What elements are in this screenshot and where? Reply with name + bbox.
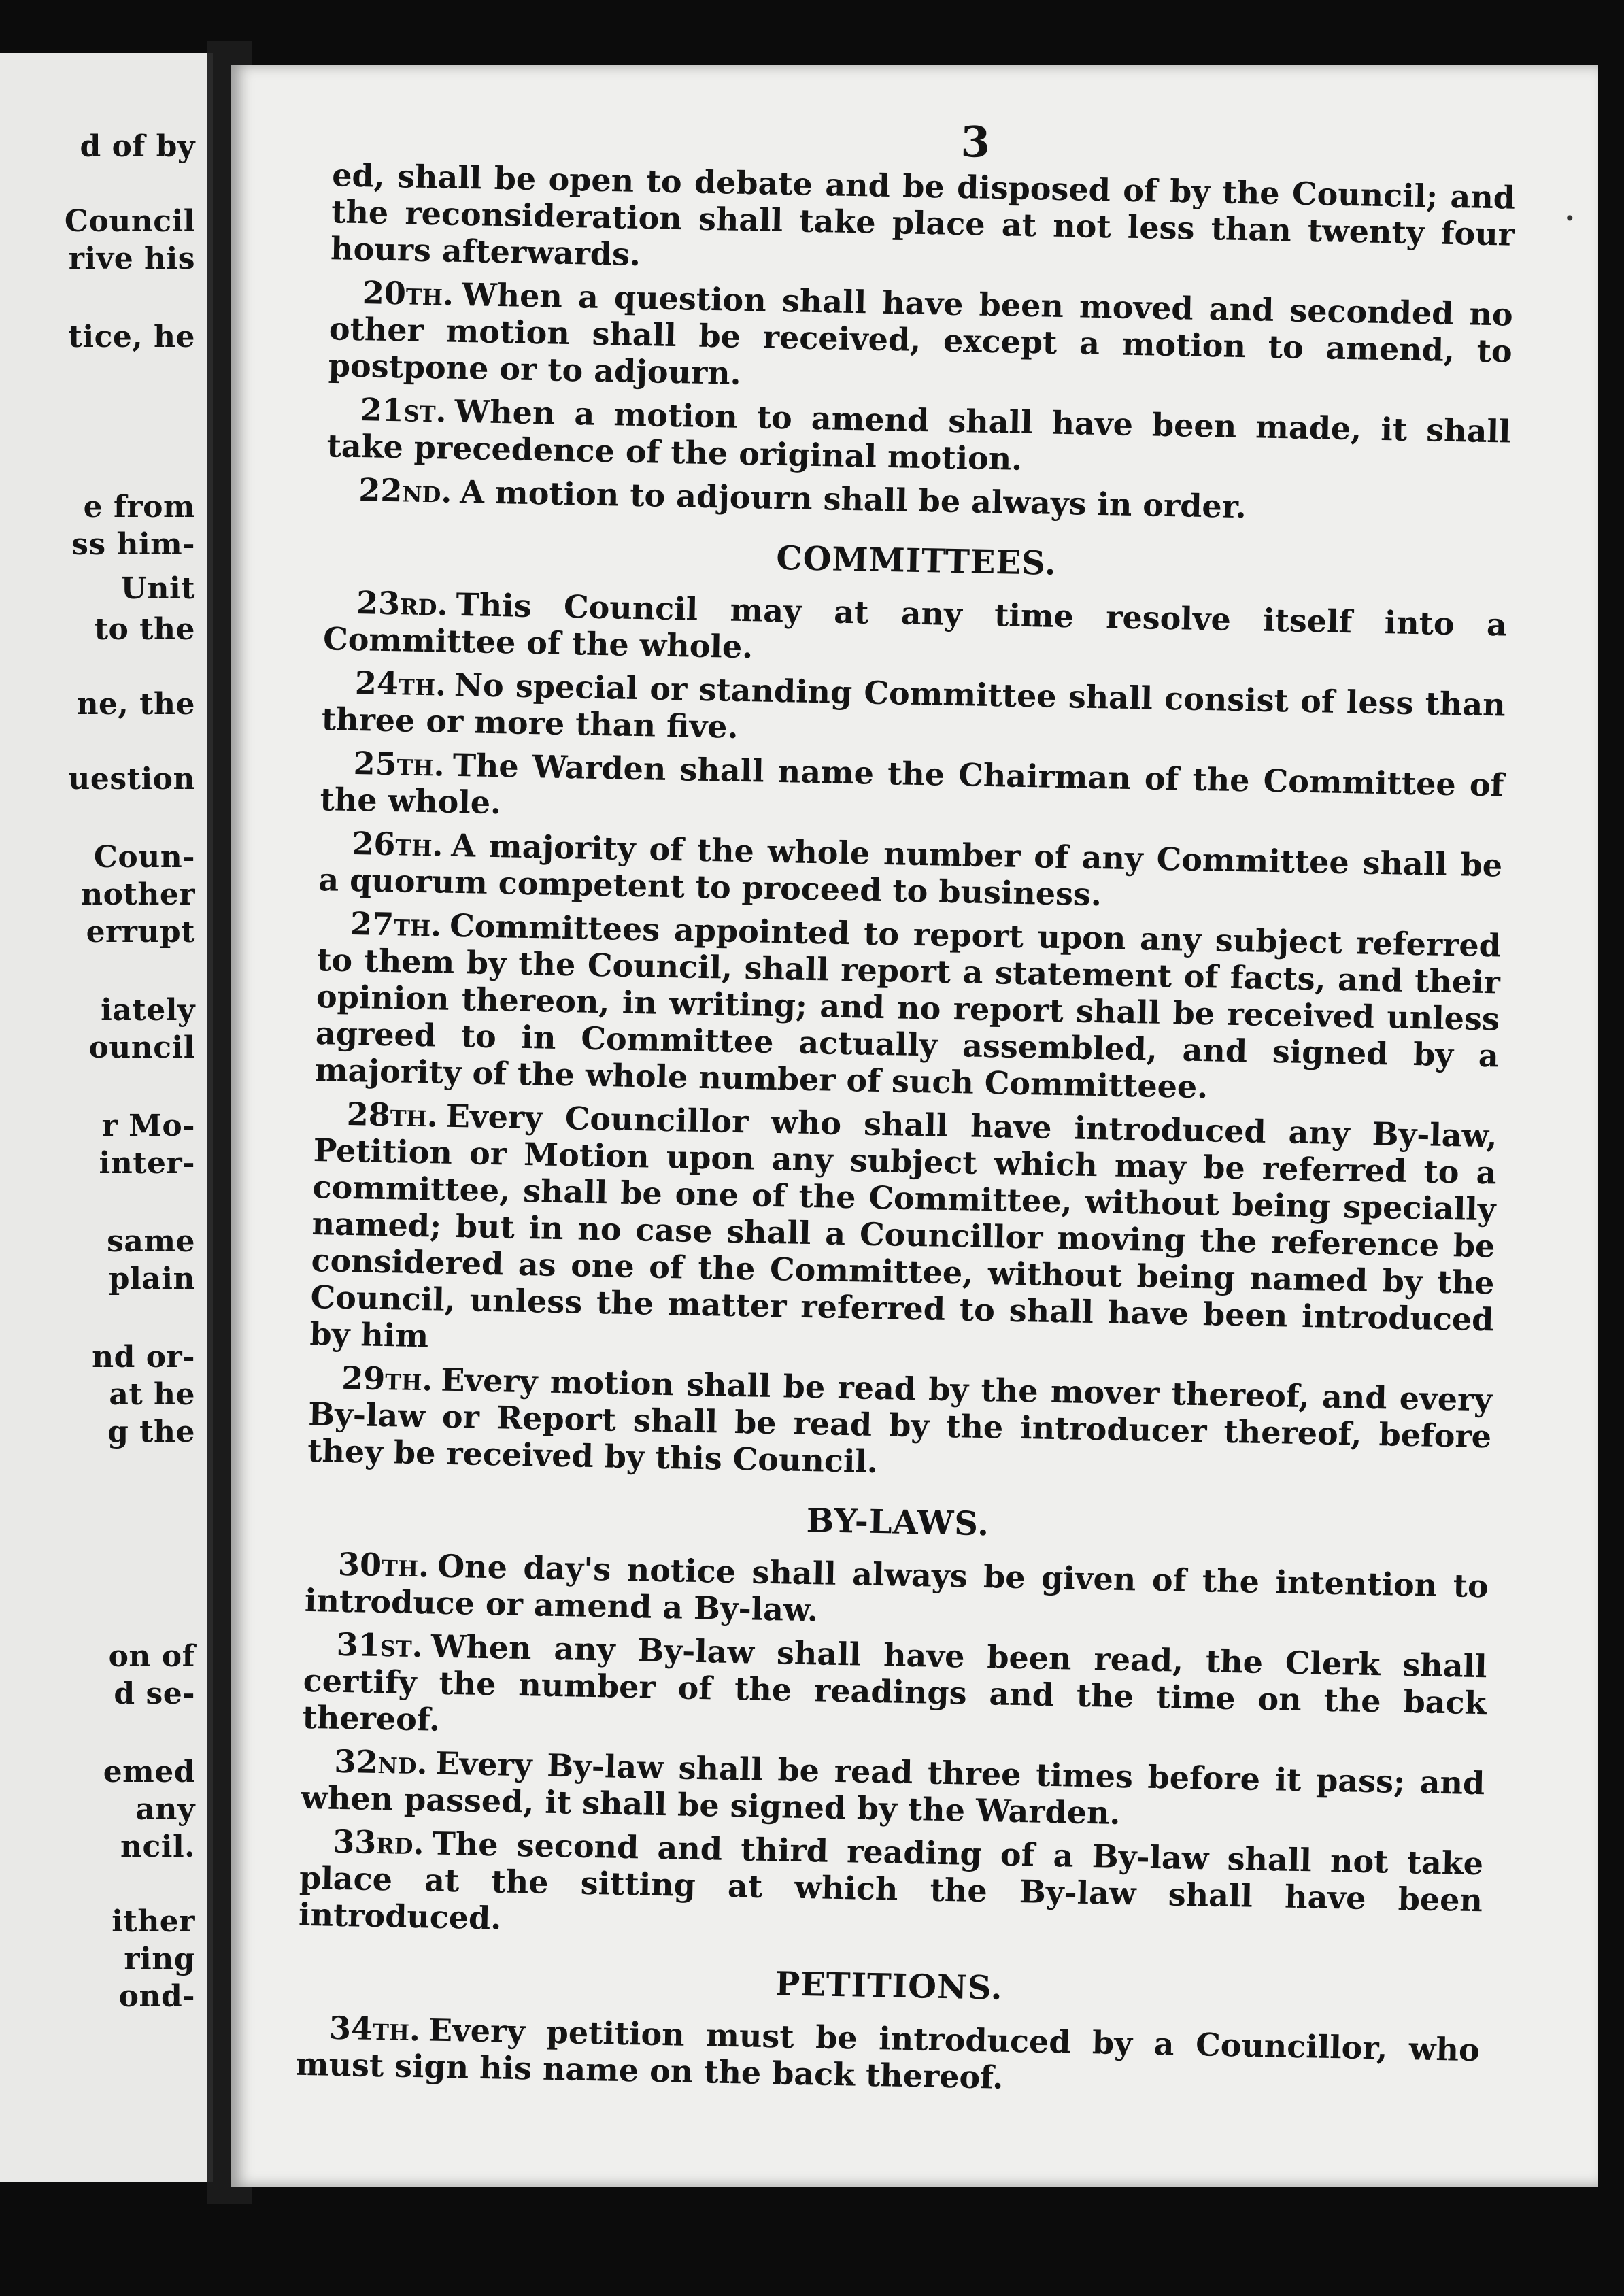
facing-page-fragment: any xyxy=(135,1792,195,1827)
rule-number: 26th. xyxy=(351,825,444,864)
facing-page-fragment: ither xyxy=(112,1904,195,1939)
rule-number: 20th. xyxy=(362,274,454,313)
facing-page-fragment: tice, he xyxy=(68,320,195,354)
facing-page-fragment: d se- xyxy=(114,1676,195,1711)
rule-text: A majority of the whole number of any Committee shall be a quorum competent to proceed to business. xyxy=(318,826,1503,913)
facing-page-fragment: same xyxy=(107,1224,195,1259)
rule-paragraph xyxy=(331,156,1516,289)
rule-number: 34th. xyxy=(328,2009,421,2048)
facing-page-fragment: to the xyxy=(94,612,195,647)
facing-page-fragment: ne, the xyxy=(76,687,195,722)
rule-paragraph xyxy=(323,584,1508,679)
rule-text: When a question shall have been moved and seconded no other motion shall be received, except a motion to amend, to postpone or to adjourn. xyxy=(328,275,1514,392)
facing-page-fragment: ncil. xyxy=(120,1829,195,1864)
rule-text: The Warden shall name the Chairman of the Committee of the whole. xyxy=(320,746,1504,822)
rule-text: Every motion shall be read by the mover thereof, and every By-law or Report shall be read by the introducer thereof, before they be received by this Council. xyxy=(307,1361,1493,1481)
facing-page-fragment: plain xyxy=(108,1262,195,1296)
facing-page-fragment: nother xyxy=(81,877,195,912)
rule-text: Every petition must be introduced by a Councillor, who must sign his name on the back thereof. xyxy=(295,2011,1481,2096)
rule-paragraph xyxy=(301,1742,1485,1838)
rule-number: 32nd. xyxy=(334,1742,428,1782)
rule-text: Committees appointed to report upon any subject referred to them by the Council, shall report a statement of facts, and their opinion thereon, in writing; and no report shall be received unless agreed to in Committee actually assembled, and signed by a majority of the whole number of such Committeee. xyxy=(314,907,1502,1106)
rule-text: ed, shall be open to debate and be disposed of by the Council; and the reconsideration shall take place at not less than twenty four hours afterwards. xyxy=(330,156,1516,273)
facing-page-fragment: g the xyxy=(107,1415,195,1449)
rule-number: 28th. xyxy=(346,1095,439,1134)
rule-paragraph xyxy=(309,1095,1498,1374)
rule-number: 33rd. xyxy=(332,1823,425,1862)
rule-paragraph xyxy=(321,664,1506,760)
rule-paragraph xyxy=(305,1545,1489,1641)
facing-page-fragment: ring xyxy=(124,1942,195,1976)
rule-text: When a motion to amend shall have been made, it shall take precedence of the original motion. xyxy=(326,392,1511,477)
facing-page-fragment: d of by xyxy=(80,129,195,164)
section-heading: COMMITTEES. xyxy=(775,539,1058,583)
facing-page-fragment: ss him- xyxy=(71,527,195,562)
rule-number: 25th. xyxy=(353,745,445,783)
rule-number: 29th. xyxy=(341,1359,433,1398)
page-text-block xyxy=(295,109,1517,2112)
rule-number: 30th. xyxy=(337,1545,430,1585)
facing-page-fragment: e from xyxy=(83,490,195,524)
rule-number: 31st. xyxy=(336,1625,424,1665)
rule-paragraph xyxy=(307,1359,1493,1491)
facing-page-fragment: Coun- xyxy=(93,840,195,875)
facing-page-fragment: r Mo- xyxy=(101,1109,195,1143)
rule-paragraph xyxy=(318,824,1503,920)
facing-page-fragment: uestion xyxy=(68,762,195,796)
facing-page-left xyxy=(0,53,213,2182)
section-heading: PETITIONS. xyxy=(775,1965,1004,2008)
rule-text: One day's notice shall always be given of the intention to introduce or amend a By-law. xyxy=(304,1547,1489,1629)
facing-page-fragment: Unit xyxy=(120,571,195,606)
facing-page-fragment: nd or- xyxy=(92,1340,195,1374)
rule-paragraph xyxy=(320,744,1504,840)
facing-page-fragment: ond- xyxy=(118,1979,195,2014)
facing-page-fragment: at he xyxy=(109,1377,195,1412)
section-heading: BY-LAWS. xyxy=(806,1502,990,1544)
rule-paragraph xyxy=(299,1823,1484,1955)
rule-text: When any By-law shall have been read, the Clerk shall certify the number of the readings and the time on the back thereof. xyxy=(302,1627,1488,1738)
rule-number: 24th. xyxy=(354,664,447,703)
rule-text: A motion to adjourn shall be always in order. xyxy=(459,473,1247,526)
facing-page-fragment: on of xyxy=(108,1639,195,1674)
rule-paragraph xyxy=(328,273,1513,406)
facing-page-fragment: iately xyxy=(101,993,195,1028)
facing-page-fragment: rive his xyxy=(68,241,195,276)
facing-page-fragment: Council xyxy=(64,204,195,239)
rule-number: 23rd. xyxy=(356,584,449,623)
facing-page-fragment: ouncil xyxy=(88,1030,195,1065)
rule-paragraph xyxy=(295,2009,1480,2105)
rule-paragraph xyxy=(315,905,1502,1111)
rule-number: 21st. xyxy=(360,391,447,430)
facing-page-fragment: errupt xyxy=(86,915,195,949)
rule-number: 22nd. xyxy=(358,471,452,510)
rule-paragraph xyxy=(326,390,1511,486)
document-page xyxy=(231,65,1598,2187)
rule-paragraph xyxy=(302,1625,1487,1758)
rule-text: This Council may at any time resolve itself into a Committee of the whole. xyxy=(322,586,1508,666)
page-number: 3 xyxy=(960,117,991,167)
facing-page-fragment: emed xyxy=(103,1755,195,1789)
rule-text: The second and third reading of a By-law shall not take place at the sitting at which the By-law shall have been introduced. xyxy=(298,1825,1484,1937)
facing-page-fragment: inter- xyxy=(99,1146,195,1181)
rule-text: Every By-law shall be read three times before it pass; and when passed, it shall be signed by the Warden. xyxy=(300,1744,1485,1831)
rule-text: No special or standing Committee shall consist of less than three or more than five. xyxy=(321,666,1506,745)
rule-number: 27th. xyxy=(350,905,442,944)
rule-text: Every Councillor who shall have introduced any By-law, Petition or Motion upon any subject which may be referred to a committee, shall be one of the Committee, without being specially named; but in no case shall a Councillor moving the reference be considered as one of the Committee, without being named by the Council, unless the matter referred to shall have been introduced by him xyxy=(309,1097,1498,1355)
speck-mark: • xyxy=(1564,207,1576,230)
